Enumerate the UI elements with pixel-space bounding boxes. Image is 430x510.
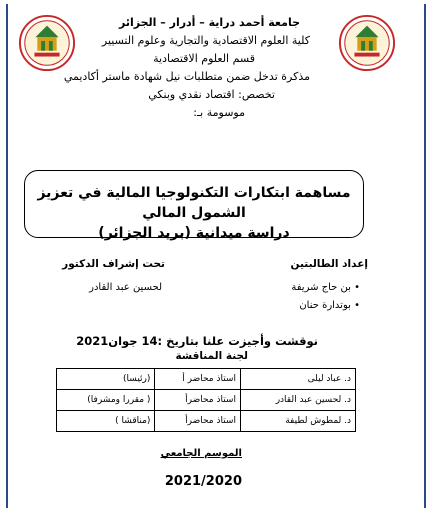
- specialty: تخصص: اقتصاد نقدي وبنكي: [148, 88, 275, 101]
- academic-year: 2021/2020: [164, 474, 242, 489]
- titled-label: موسومة بـ:: [193, 106, 245, 119]
- member-role: (رئيسا): [57, 369, 155, 390]
- faculty-name: كلية العلوم الاقتصادية والتجارية وعلوم التسيير: [101, 34, 310, 47]
- student-1: • بن حاج شريفة: [291, 282, 360, 293]
- member-rank: استاذ محاضرأ: [155, 411, 241, 432]
- university-name: جامعة أحمد دراية – أدرار – الجزائر: [119, 16, 300, 29]
- committee-label: لجنة المناقشة: [175, 350, 248, 362]
- university-emblem-left-icon: [18, 14, 76, 72]
- committee-table: [56, 368, 356, 432]
- thesis-title-main: مساهمة ابتكارات التكنولوجيا المالية في تعزيز الشمول المالي: [37, 185, 351, 221]
- thesis-title-box: [24, 170, 364, 241]
- member-name: د. عباد ليلى: [240, 369, 355, 390]
- thesis-type: مذكرة تدخل ضمن متطلبات نيل شهادة ماستر أكاديمي: [63, 70, 310, 83]
- supervisor-name: لحسين عبد القادر: [89, 282, 162, 293]
- member-rank: استاذ محاضرأ: [155, 390, 241, 411]
- defense-date: نوقشت وأجيزت علنا بتاريخ :14 جوان2021: [76, 334, 318, 348]
- student-2: • بوتدارة حنان: [299, 300, 360, 311]
- member-rank: استاذ محاضر أ: [155, 369, 241, 390]
- table-row: [57, 369, 356, 390]
- member-name: د. لحسين عبد القادر: [240, 390, 355, 411]
- member-name: د. لمطوش لطيفة: [240, 411, 355, 432]
- student-1-name: بن حاج شريفة: [291, 282, 351, 293]
- table-row: [57, 411, 356, 432]
- member-role: (مناقشا ): [57, 411, 155, 432]
- academic-season-label: الموسم الجامعي: [160, 448, 242, 459]
- university-emblem-right-icon: [338, 14, 396, 72]
- students-label: إعداد الطالبتين: [290, 258, 368, 270]
- supervisor-label: تحت إشراف الدكتور: [62, 258, 165, 270]
- department-name: قسم العلوم الاقتصادية: [153, 52, 255, 65]
- member-role: ( مقررا ومشرفا): [57, 390, 155, 411]
- thesis-title-sub: دراسة ميدانية (بريد الجزائر): [98, 225, 290, 241]
- table-row: [57, 390, 356, 411]
- student-2-name: بوتدارة حنان: [299, 300, 351, 311]
